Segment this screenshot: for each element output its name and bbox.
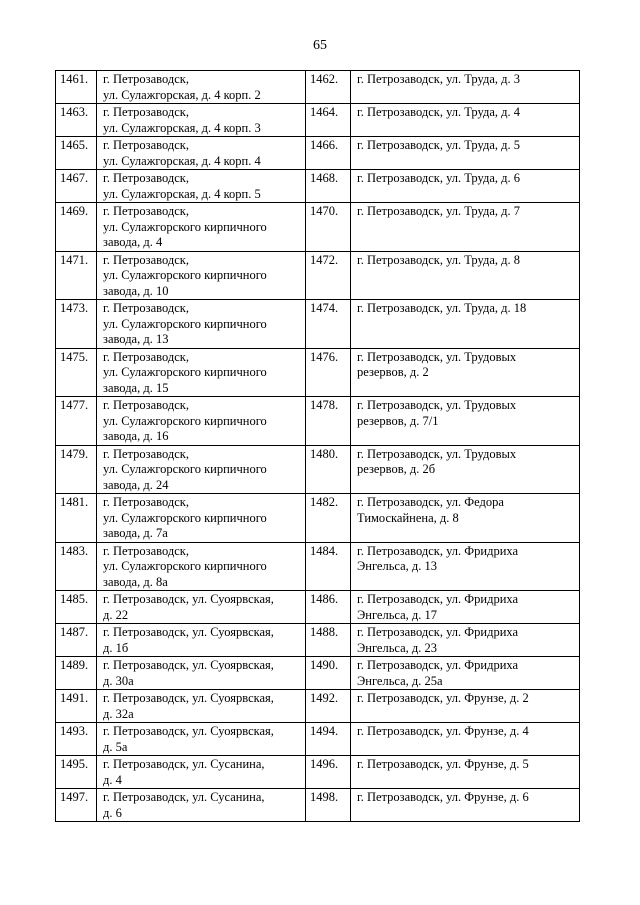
entry-address — [351, 494, 580, 543]
entry-address — [97, 723, 306, 756]
address-line: ул. Сулажгорского кирпичного — [103, 413, 267, 428]
entry-number: 1478. — [306, 397, 351, 446]
address-line: завода, д. 4 — [103, 235, 163, 249]
address-line: резервов, д. 7/1 — [357, 413, 439, 428]
address-line: д. 5а — [103, 739, 128, 754]
entry-address — [97, 657, 306, 690]
table-row — [56, 624, 580, 657]
table-row — [56, 71, 580, 104]
entry-number: 1474. — [306, 300, 351, 349]
entry-address — [351, 251, 580, 300]
address-line: г. Петрозаводск, ул. Труда, д. 8 — [357, 252, 520, 267]
entry-address — [351, 723, 580, 756]
address-line: д. 30а — [103, 673, 134, 688]
address-line: д. 1б — [103, 640, 129, 655]
address-line: ул. Сулажгорская, д. 4 корп. 3 — [103, 120, 261, 135]
entry-number: 1484. — [306, 542, 351, 591]
entry-number: 1462. — [306, 71, 351, 104]
entry-address — [97, 789, 306, 822]
entry-number: 1469. — [56, 203, 97, 252]
entry-number: 1481. — [56, 494, 97, 543]
address-line: завода, д. 24 — [103, 477, 169, 492]
address-line: г. Петрозаводск, — [103, 204, 189, 218]
entry-address — [97, 300, 306, 349]
entry-address — [97, 591, 306, 624]
entry-address — [351, 203, 580, 252]
address-line: г. Петрозаводск, — [103, 72, 189, 86]
entry-number: 1489. — [56, 657, 97, 690]
table-row — [56, 591, 580, 624]
entry-address — [97, 137, 306, 170]
entry-number: 1486. — [306, 591, 351, 624]
address-line: завода, д. 7а — [103, 526, 168, 540]
entry-number: 1477. — [56, 397, 97, 446]
entry-number: 1496. — [306, 756, 351, 789]
table-row — [56, 789, 580, 822]
address-line: г. Петрозаводск, ул. Фридриха — [357, 592, 519, 606]
entry-address — [97, 445, 306, 494]
address-line: ул. Сулажгорского кирпичного — [103, 462, 267, 476]
address-line: г. Петрозаводск, ул. Суоярвская, — [103, 691, 274, 705]
table-row — [56, 300, 580, 349]
address-line: г. Петрозаводск, ул. Фрунзе, д. 2 — [357, 691, 529, 705]
address-line: г. Петрозаводск, ул. Труда, д. 3 — [357, 72, 520, 86]
address-line: г. Петрозаводск, — [103, 495, 189, 509]
table-row — [56, 137, 580, 170]
address-line: г. Петрозаводск, — [103, 446, 189, 461]
table-row — [56, 104, 580, 137]
address-line: г. Петрозаводск, ул. Сусанина, — [103, 757, 265, 771]
address-line: г. Петрозаводск, ул. Суоярвская, — [103, 625, 274, 639]
address-line: г. Петрозаводск, ул. Фридриха — [357, 543, 519, 558]
entry-number: 1498. — [306, 789, 351, 822]
address-line: ул. Сулажгорского кирпичного — [103, 219, 267, 234]
address-line: Энгельса, д. 13 — [357, 559, 437, 573]
entry-address — [351, 170, 580, 203]
entry-address — [97, 494, 306, 543]
entry-address — [351, 137, 580, 170]
entry-number: 1479. — [56, 445, 97, 494]
address-line: г. Петрозаводск, — [103, 105, 189, 119]
address-line: завода, д. 8а — [103, 574, 168, 589]
entry-number: 1490. — [306, 657, 351, 690]
address-line: г. Петрозаводск, ул. Фридриха — [357, 658, 519, 672]
entry-number: 1470. — [306, 203, 351, 252]
address-line: завода, д. 16 — [103, 429, 169, 443]
address-line: г. Петрозаводск, ул. Трудовых — [357, 398, 517, 412]
table-row — [56, 251, 580, 300]
entry-number: 1475. — [56, 348, 97, 397]
page-number: 65 — [313, 38, 327, 53]
entry-number: 1482. — [306, 494, 351, 543]
entry-address — [97, 542, 306, 591]
entry-address — [351, 542, 580, 591]
address-line: г. Петрозаводск, ул. Труда, д. 18 — [357, 301, 527, 315]
entry-address — [97, 251, 306, 300]
address-line: г. Петрозаводск, — [103, 171, 189, 185]
address-line: г. Петрозаводск, — [103, 301, 189, 315]
entry-address — [351, 300, 580, 349]
address-line: г. Петрозаводск, — [103, 252, 189, 267]
address-line: ул. Сулажгорская, д. 4 корп. 2 — [103, 87, 261, 102]
address-line: г. Петрозаводск, ул. Суоярвская, — [103, 658, 274, 672]
address-line: г. Петрозаводск, ул. Труда, д. 5 — [357, 138, 520, 152]
entry-number: 1471. — [56, 251, 97, 300]
entry-address — [351, 657, 580, 690]
address-line: г. Петрозаводск, ул. Трудовых — [357, 446, 517, 461]
table-row — [56, 494, 580, 543]
entry-number: 1480. — [306, 445, 351, 494]
entry-address — [97, 756, 306, 789]
entry-number: 1466. — [306, 137, 351, 170]
entry-number: 1494. — [306, 723, 351, 756]
entry-number: 1483. — [56, 542, 97, 591]
entry-number: 1473. — [56, 300, 97, 349]
entry-number: 1488. — [306, 624, 351, 657]
address-line: г. Петрозаводск, ул. Суоярвская, — [103, 592, 274, 606]
entry-address — [351, 789, 580, 822]
entry-address — [351, 445, 580, 494]
address-line: завода, д. 15 — [103, 380, 169, 395]
address-line: д. 4 — [103, 772, 122, 787]
entry-number: 1461. — [56, 71, 97, 104]
address-line: г. Петрозаводск, ул. Федора — [357, 495, 504, 509]
address-line: д. 6 — [103, 805, 122, 820]
address-line: г. Петрозаводск, — [103, 398, 189, 412]
address-line: ул. Сулажгорского кирпичного — [103, 268, 267, 282]
entry-address — [351, 624, 580, 657]
entry-number: 1493. — [56, 723, 97, 756]
entry-address — [97, 71, 306, 104]
entry-number: 1467. — [56, 170, 97, 203]
entry-address — [97, 624, 306, 657]
address-line: г. Петрозаводск, ул. Труда, д. 6 — [357, 171, 520, 185]
entry-number: 1495. — [56, 756, 97, 789]
address-table — [55, 70, 580, 822]
entry-address — [351, 397, 580, 446]
entry-address — [351, 690, 580, 723]
table-row — [56, 542, 580, 591]
address-line: ул. Сулажгорская, д. 4 корп. 4 — [103, 153, 261, 168]
address-line: г. Петрозаводск, ул. Трудовых — [357, 349, 517, 364]
address-line: ул. Сулажгорского кирпичного — [103, 365, 267, 379]
address-line: г. Петрозаводск, ул. Фридриха — [357, 625, 519, 639]
address-table-body — [56, 71, 580, 822]
address-line: ул. Сулажгорского кирпичного — [103, 559, 267, 573]
entry-number: 1464. — [306, 104, 351, 137]
address-line: Энгельса, д. 23 — [357, 640, 437, 655]
address-line: г. Петрозаводск, ул. Труда, д. 4 — [357, 105, 520, 119]
address-line: г. Петрозаводск, — [103, 543, 189, 558]
entry-number: 1465. — [56, 137, 97, 170]
entry-address — [97, 203, 306, 252]
table-row — [56, 397, 580, 446]
address-line: Тимоскайнена, д. 8 — [357, 510, 459, 525]
address-line: г. Петрозаводск, — [103, 349, 189, 364]
address-line: резервов, д. 2 — [357, 365, 429, 379]
entry-number: 1468. — [306, 170, 351, 203]
entry-number: 1476. — [306, 348, 351, 397]
address-line: г. Петрозаводск, — [103, 138, 189, 152]
address-line: г. Петрозаводск, ул. Фрунзе, д. 4 — [357, 724, 529, 738]
entry-address — [97, 170, 306, 203]
entry-address — [97, 104, 306, 137]
entry-number: 1463. — [56, 104, 97, 137]
address-line: завода, д. 13 — [103, 332, 169, 346]
entry-address — [97, 397, 306, 446]
entry-address — [351, 591, 580, 624]
address-line: г. Петрозаводск, ул. Суоярвская, — [103, 724, 274, 738]
entry-address — [97, 348, 306, 397]
table-row — [56, 203, 580, 252]
address-line: г. Петрозаводск, ул. Фрунзе, д. 5 — [357, 757, 529, 771]
address-line: завода, д. 10 — [103, 283, 169, 298]
entry-number: 1472. — [306, 251, 351, 300]
entry-number: 1491. — [56, 690, 97, 723]
table-row — [56, 723, 580, 756]
address-line: ул. Сулажгорского кирпичного — [103, 510, 267, 525]
address-line: г. Петрозаводск, ул. Труда, д. 7 — [357, 204, 520, 218]
address-line: г. Петрозаводск, ул. Сусанина, — [103, 790, 265, 804]
table-row — [56, 170, 580, 203]
table-row — [56, 756, 580, 789]
table-row — [56, 445, 580, 494]
entry-address — [351, 71, 580, 104]
address-line: д. 22 — [103, 607, 129, 622]
table-row — [56, 348, 580, 397]
address-line: д. 32а — [103, 706, 134, 721]
table-row — [56, 657, 580, 690]
entry-address — [97, 690, 306, 723]
address-line: Энгельса, д. 25а — [357, 673, 443, 688]
address-line: ул. Сулажгорского кирпичного — [103, 316, 267, 331]
entry-number: 1485. — [56, 591, 97, 624]
entry-address — [351, 756, 580, 789]
address-line: г. Петрозаводск, ул. Фрунзе, д. 6 — [357, 790, 529, 804]
entry-number: 1487. — [56, 624, 97, 657]
address-line: резервов, д. 2б — [357, 462, 436, 476]
table-row — [56, 690, 580, 723]
entry-address — [351, 348, 580, 397]
address-line: ул. Сулажгорская, д. 4 корп. 5 — [103, 186, 261, 201]
entry-number: 1497. — [56, 789, 97, 822]
entry-address — [351, 104, 580, 137]
entry-number: 1492. — [306, 690, 351, 723]
address-line: Энгельса, д. 17 — [357, 607, 437, 622]
